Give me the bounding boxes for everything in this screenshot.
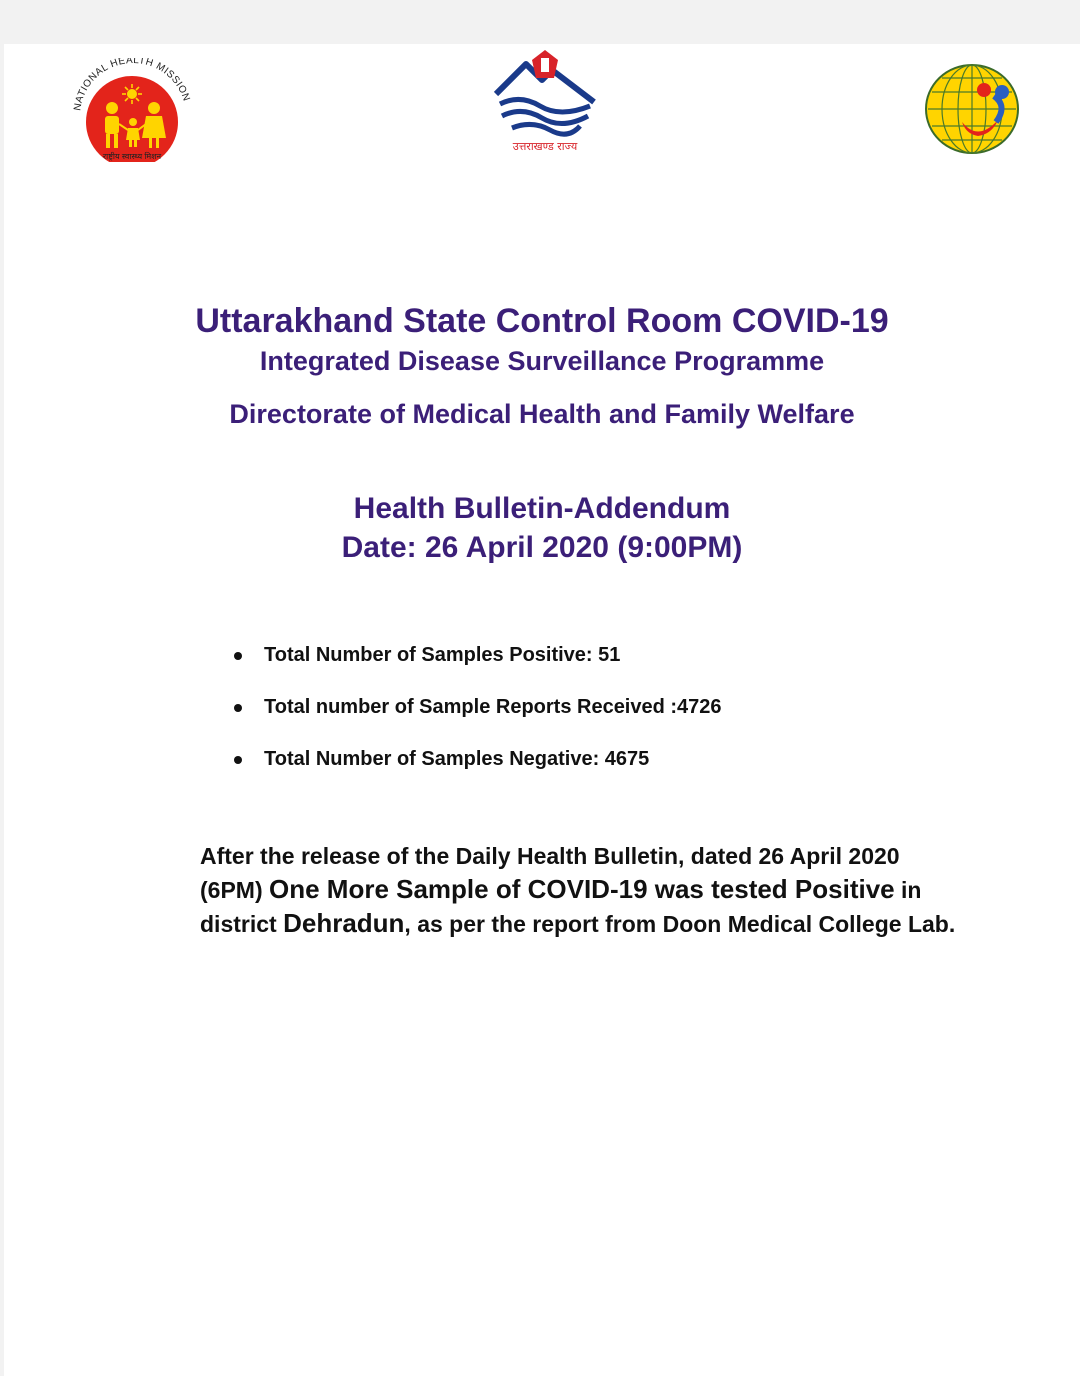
nhm-arc-text: NATIONAL HEALTH MISSION xyxy=(72,58,192,112)
notice-part2: One More Sample of COVID-19 was tested Positive xyxy=(269,874,895,904)
idsp-logo xyxy=(922,62,1024,156)
notice-part3: in district xyxy=(200,877,922,937)
bullet-icon xyxy=(234,704,242,712)
bulletin-page xyxy=(4,44,1080,1376)
stat-negative: Total Number of Samples Negative: 4675 xyxy=(264,748,650,770)
notice-paragraph xyxy=(200,840,960,941)
notice-part1: After the release of the Daily Health Bulletin, dated 26 April 2020 (6PM) xyxy=(200,843,900,903)
bullet-icon xyxy=(234,756,242,764)
globe-icon xyxy=(922,62,1024,156)
directorate-subtitle: Directorate of Medical Health and Family Welfare xyxy=(229,399,855,429)
nhm-sub-text: राष्ट्रीय स्वास्थ्य मिशन xyxy=(102,152,162,161)
bulletin-date: Date: 26 April 2020 (9:00PM) xyxy=(341,531,743,564)
uttarakhand-caption: उत्तराखण्ड राज्य xyxy=(512,140,578,153)
list-item xyxy=(230,696,722,748)
bulletin-heading: Health Bulletin-Addendum xyxy=(353,492,731,525)
bullet-icon xyxy=(234,652,242,660)
program-subtitle: Integrated Disease Surveillance Programme xyxy=(259,346,825,376)
nhm-logo xyxy=(66,58,196,162)
uttarakhand-logo xyxy=(490,50,600,154)
notice-district: Dehradun xyxy=(283,908,405,938)
stat-received: Total number of Sample Reports Received :4726 xyxy=(264,696,722,718)
list-item xyxy=(230,644,722,696)
stats-list xyxy=(230,644,722,800)
page-title: Uttarakhand State Control Room COVID-19 xyxy=(195,302,889,340)
notice-part5: , as per the report from Doon Medical College Lab. xyxy=(404,911,956,937)
list-item xyxy=(230,748,722,800)
stat-positive: Total Number of Samples Positive: 51 xyxy=(264,644,621,666)
